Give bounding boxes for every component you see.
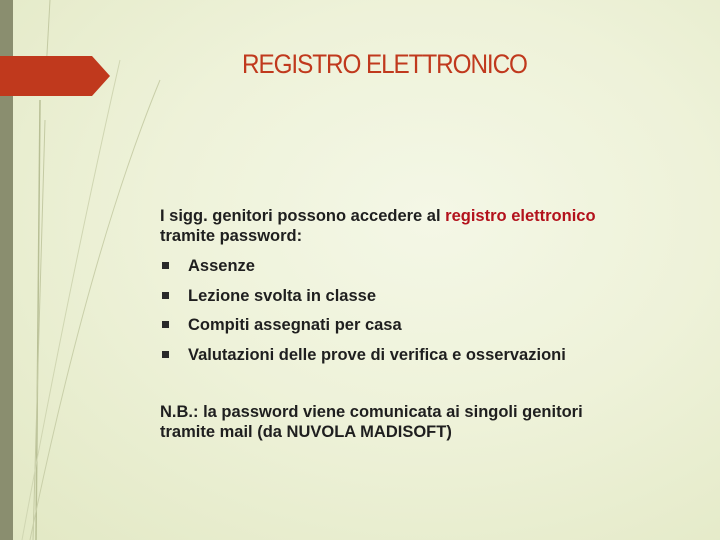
slide-content (160, 206, 680, 441)
note-line-2: tramite mail (da NUVOLA MADISOFT) (160, 423, 452, 441)
bullet-item-label: Lezione svolta in classe (188, 286, 376, 305)
note-text (160, 402, 680, 442)
title-arrow-shape (0, 56, 110, 96)
note-line-1: N.B.: la password viene comunicata ai singoli genitori (160, 403, 583, 421)
bullet-item (160, 286, 680, 316)
slide-title: REGISTRO ELETTRONICO (242, 49, 527, 79)
bullet-list (160, 256, 680, 374)
bullet-item-label: Valutazioni delle prove di verifica e osservazioni (188, 345, 566, 364)
square-bullet-icon (162, 321, 169, 328)
square-bullet-icon (162, 292, 169, 299)
bullet-item (160, 256, 680, 286)
intro-highlight: registro elettronico (445, 207, 596, 225)
bullet-item-label: Compiti assegnati per casa (188, 316, 402, 334)
square-bullet-icon (162, 262, 169, 269)
bullet-item (160, 345, 680, 375)
bullet-item (160, 315, 680, 345)
intro-text-end: tramite password: (160, 227, 303, 245)
intro-text-start: I sigg. genitori possono accedere al (160, 207, 446, 225)
intro-text (160, 206, 680, 246)
square-bullet-icon (162, 351, 169, 358)
bullet-item-label: Assenze (188, 257, 255, 275)
